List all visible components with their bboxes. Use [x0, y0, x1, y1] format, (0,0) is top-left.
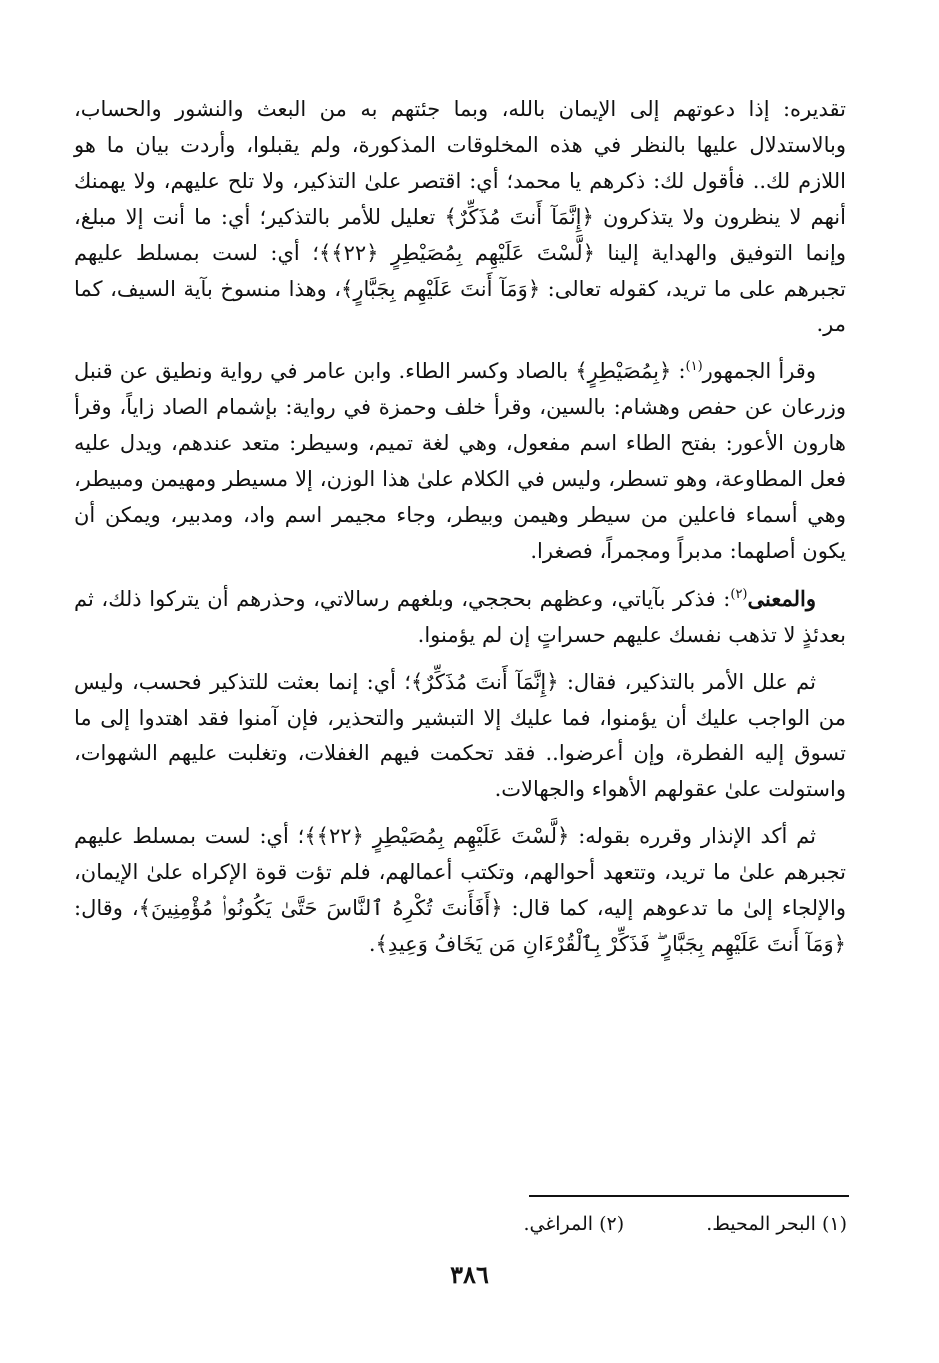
paragraph-2 — [74, 354, 846, 569]
page-number: ٣٨٦ — [450, 1260, 489, 1289]
page-body — [74, 92, 846, 963]
paragraph-2-lead: وقرأ الجمهور — [702, 359, 816, 384]
paragraph-4: ثم علل الأمر بالتذكير، فقال: ﴿إِنَّمَآ أَنتَ مُذَكِّرٌ﴾؛ أي: إنما بعثت للتذكير فحسب، وليس من الواجب عليك أن يؤمنوا، فما عليك إلا التبشير والتحذير، فإن آمنوا فقد اهتدوا إلى ما تسوق إليه الفطرة، وإن أعرضوا.. فقد تحكمت فيهم الغفلات، وتغلبت عليهم الشهوات، واستولت علىٰ عقولهم الأهواء والجهالات. — [74, 669, 846, 802]
footnotes — [287, 1212, 847, 1236]
paragraph-3-text: : فذكر بآياتي، وعظهم بحججي، وبلغهم رسالاتي، وحذرهم أن يتركوا ذلك، ثم بعدئذٍ لا تذهب نفسك عليهم حسراتٍ إن لم يؤمنوا. — [74, 586, 846, 647]
footnote-ref-2: (٢) — [730, 586, 748, 602]
footnote-2: (٢) المراغي. — [523, 1213, 625, 1235]
footnote-ref-1: (١) — [685, 359, 703, 375]
paragraph-5: ثم أكد الإنذار وقرره بقوله: ﴿لَّسْتَ عَلَيْهِم بِمُصَيْطِرٍ ﴿٢٢﴾﴾؛ أي: لست بمسلط عليهم تجبرهم علىٰ ما تريد، وتتعهد أحوالهم، وتكتب أعمالهم، فلم تؤت قوة الإكراه علىٰ الإيمان، والإلجاء إلىٰ ما تدعوهم إليه، كما قال: ﴿أَفَأَنتَ تُكْرِهُ ٱلنَّاسَ حَتَّىٰ يَكُونُوا۟ مُؤْمِنِينَ﴾، وقال: ﴿وَمَآ أَنتَ عَلَيْهِم بِجَبَّارٍ ۖ فَذَكِّرْ بِٱلْقُرْءَانِ مَن يَخَافُ وَعِيدِ﴾. — [74, 824, 846, 956]
paragraph-3 — [74, 581, 846, 654]
footnote-divider — [529, 1195, 849, 1197]
paragraph-2-text: : ﴿بِمُصَيْطِرٍ﴾ بالصاد وكسر الطاء. وابن عامر في رواية ونطيق عن قنبل وزرعان عن حفص وهشام: بالسين، وقرأ خلف وحمزة في رواية: بإشمام الصاد زاياً، وقرأ هارون الأعور: بفتح الطاء اسم مفعول، وهي لغة تميم، وسيطر: متعد عندهم، ويدل عليه فعل المطاوعة، وهو تسطر، وليس في الكلام علىٰ هذا الوزن، إلا مسيطر ومهيمن ومبيطر، وهي أسماء فاعلين من سيطر وهيمن وبيطر، وجاء مجيمر اسم واد، ومدبير، ويمكن أن يكون أصلهما: مدبراً ومجمراً، فصغرا. — [74, 359, 846, 563]
paragraph-3-lead: والمعنى — [747, 585, 816, 611]
footnote-1: (١) البحر المحيط. — [706, 1213, 847, 1235]
paragraph-1: تقديره: إذا دعوتهم إلى الإيمان بالله، وبما جئتهم به من البعث والنشور والحساب، وبالاستدلال عليها بالنظر في هذه المخلوقات المذكورة، ولم يقبلوا، وأردت بيان ما هو اللازم لك.. فأقول لك: ذكرهم يا محمد؛ أي: اقتصر علىٰ التذكير، ولا تلح عليهم، ولا يهمنك أنهم لا ينظرون ولا يتذكرون ﴿إِنَّمَآ أَنتَ مُذَكِّرٌ﴾ تعليل للأمر بالتذكير؛ أي: ما أنت إلا مبلغ، وإنما التوفيق والهداية إلينا ﴿لَّسْتَ عَلَيْهِم بِمُصَيْطِرٍ ﴿٢٢﴾﴾؛ أي: لست بمسلط عليهم تجبرهم على ما تريد، كقوله تعالى: ﴿وَمَآ أَنتَ عَلَيْهِم بِجَبَّارٍ﴾، وهذا منسوخ بآية السيف، كما مر. — [74, 97, 846, 337]
